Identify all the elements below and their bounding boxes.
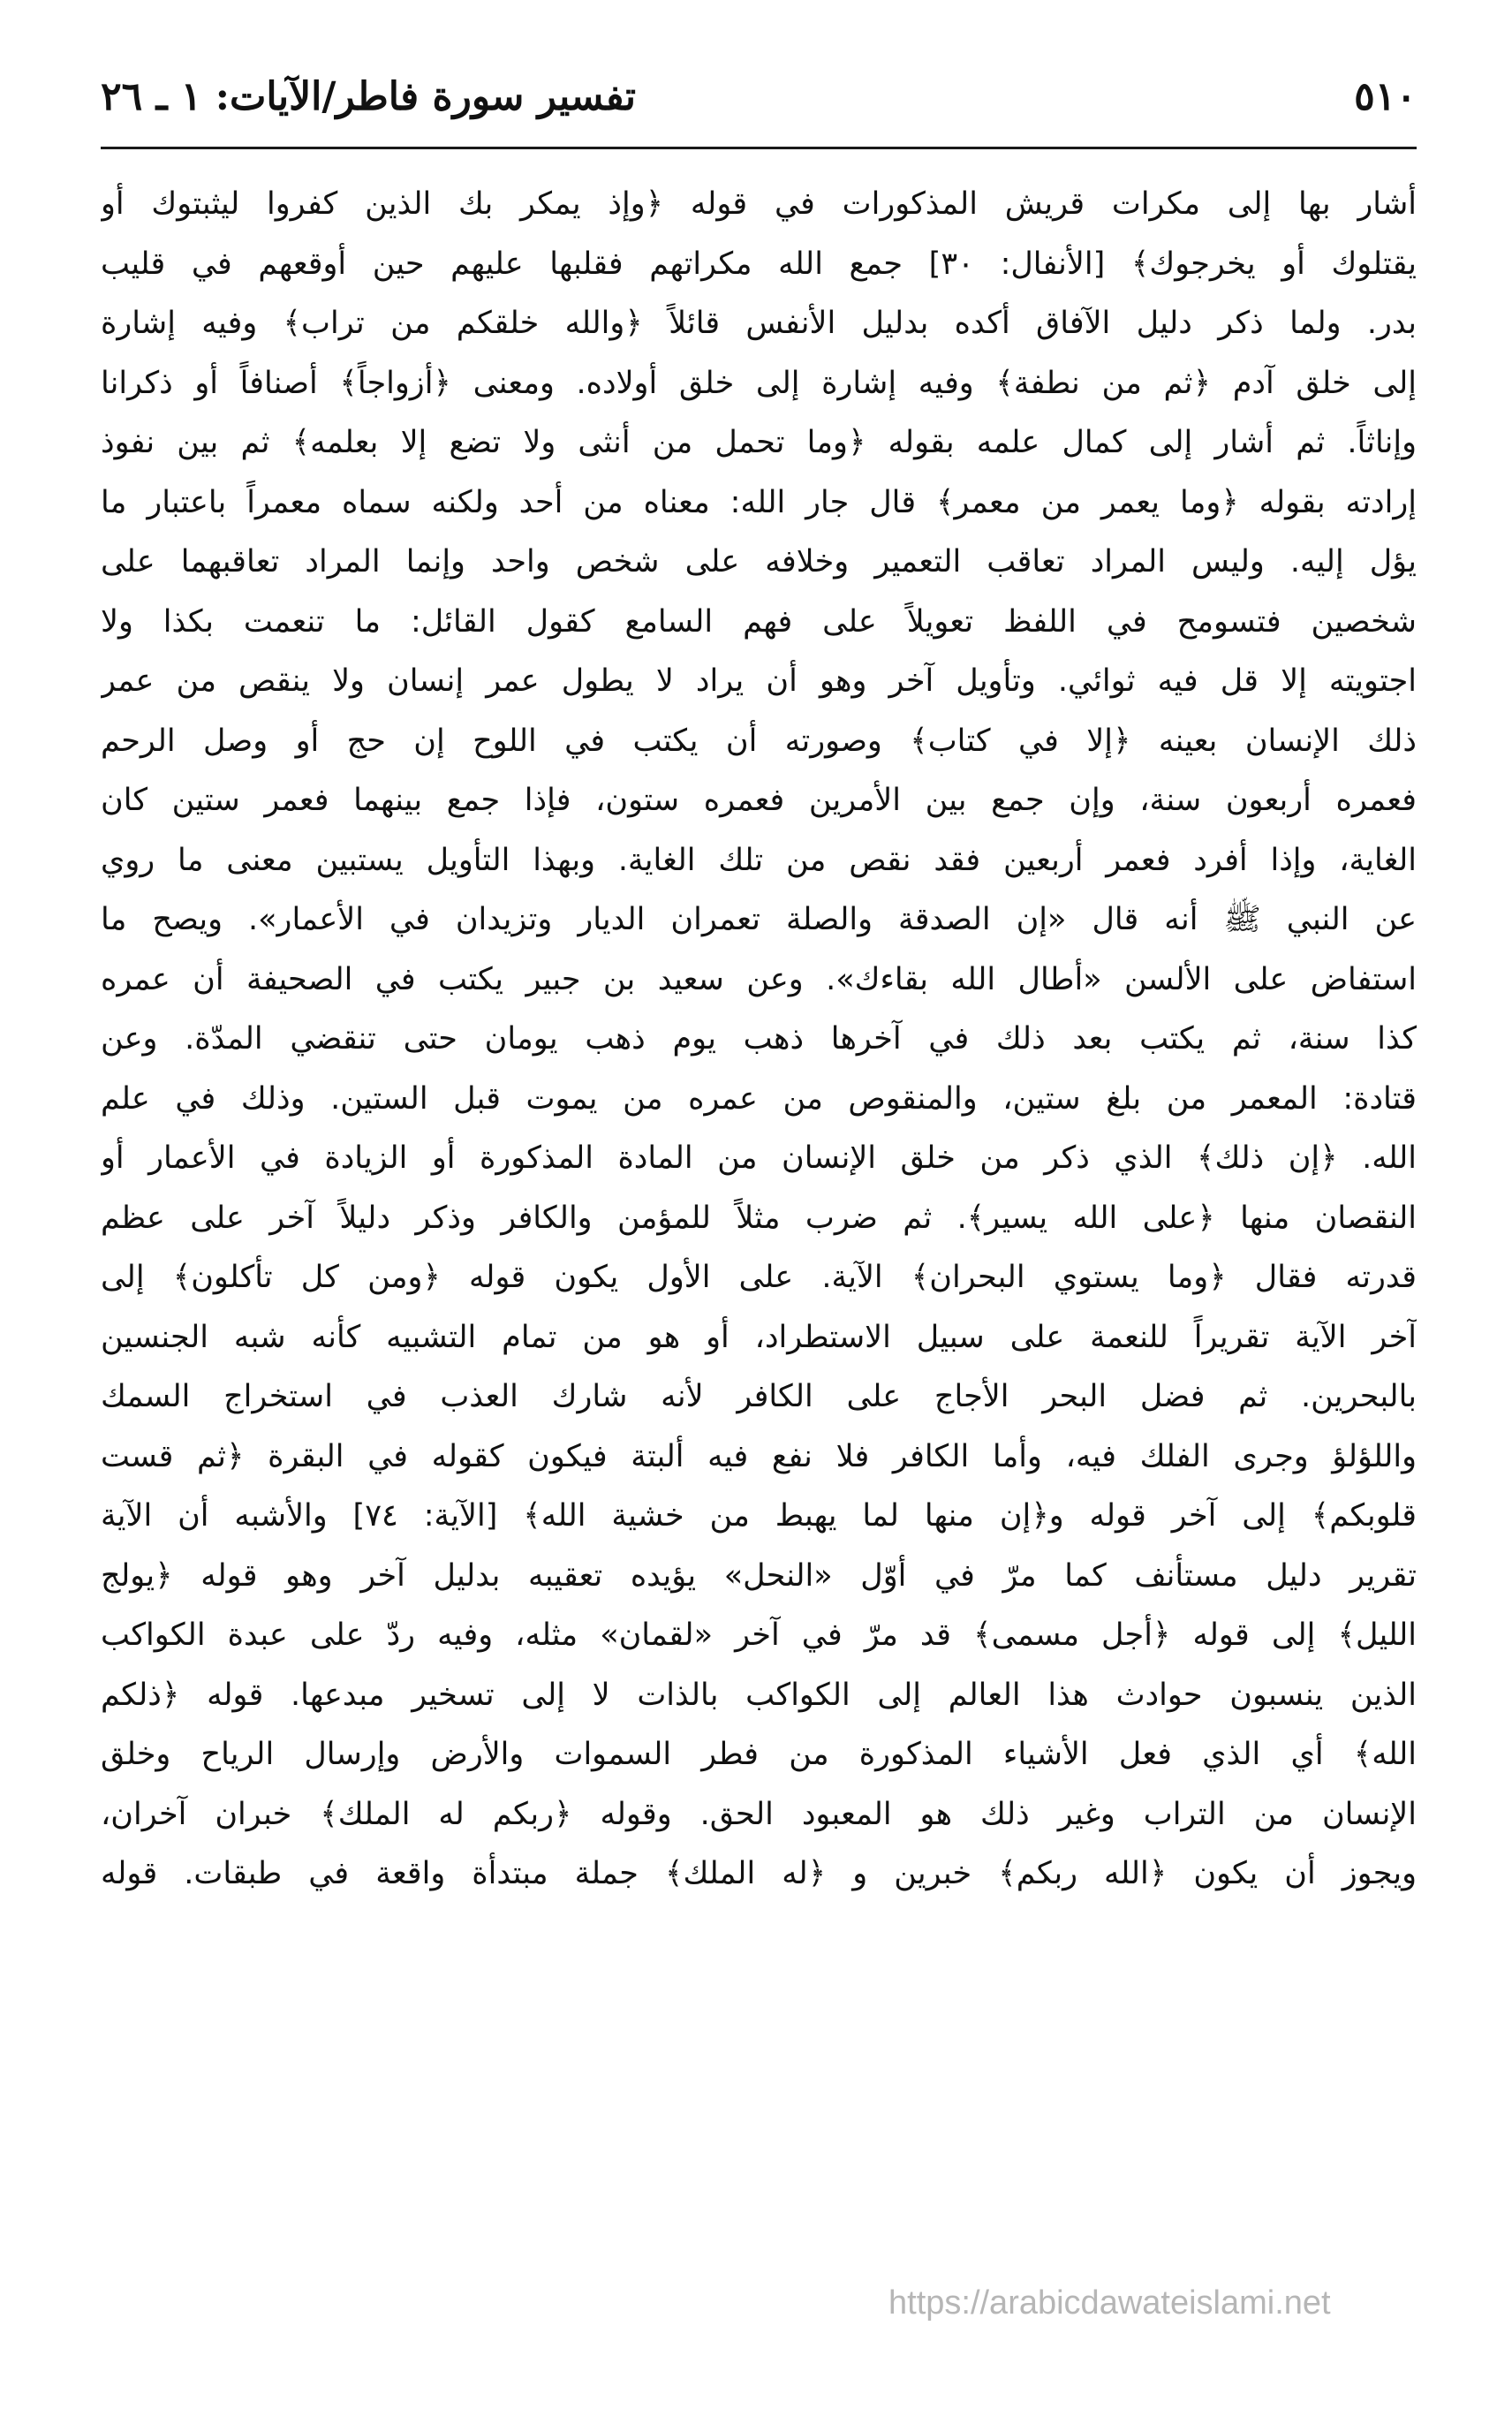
text-line: الليل﴾ إلى قوله ﴿أجل مسمى﴾ قد مرّ في آخر «لقمان» مثله، وفيه ردّ على عبدة الكواكب [101, 1617, 1417, 1653]
page-number: ٥١٠ [1354, 74, 1417, 119]
text-line: فعمره أربعون سنة، وإن جمع بين الأمرين فعمره ستون، فإذا جمع بينهما فعمر ستين كان [101, 783, 1417, 818]
text-line: ذلك الإنسان بعينه ﴿إلا في كتاب﴾ وصورته أن يكتب في اللوح إن حج أو وصل الرحم [101, 723, 1417, 759]
text-line: تقرير دليل مستأنف كما مرّ في أوّل «النحل» يؤيده تعقيبه بدليل آخر وهو قوله ﴿يولج [101, 1557, 1417, 1594]
text-line: كذا سنة، ثم يكتب بعد ذلك في آخرها ذهب يوم ذهب يومان حتى تنقضي المدّة. وعن [101, 1021, 1417, 1057]
text-line: الغاية، وإذا أفرد فعمر أربعين فقد نقص من تلك الغاية. وبهذا التأويل يستبين معنى ما روي [101, 842, 1417, 878]
text-line: النقصان منها ﴿على الله يسير﴾. ثم ضرب مثلاً للمؤمن والكافر وذكر دليلاً آخر على عظم [101, 1200, 1417, 1236]
text-line: إلى خلق آدم ﴿ثم من نطفة﴾ وفيه إشارة إلى خلق أولاده. ومعنى ﴿أزواجاً﴾ أصنافاً أو ذكرانا [101, 365, 1417, 401]
text-line: وإناثاً. ثم أشار إلى كمال علمه بقوله ﴿وما تحمل من أنثى ولا تضع إلا بعلمه﴾ ثم بين نفوذ [101, 425, 1417, 460]
running-title: تفسير سورة فاطر/الآيات: ١ ـ ٢٦ [101, 74, 637, 119]
text-line: الله﴾ أي الذي فعل الأشياء المذكورة من فطر السموات والأرض وإرسال الرياح وخلق [101, 1737, 1417, 1772]
text-line: أشار بها إلى مكرات قريش المذكورات في قوله ﴿وإذ يمكر بك الذين كفروا ليثبتوك أو [101, 186, 1417, 222]
text-line: يؤل إليه. وليس المراد تعاقب التعمير وخلافه على شخص واحد وإنما المراد تعاقبهما على [101, 544, 1417, 579]
text-line: الله. ﴿إن ذلك﴾ الذي ذكر من خلق الإنسان من المادة المذكورة أو الزيادة في الأعمار أو [101, 1140, 1417, 1176]
watermark-url: https://arabicdawateislami.net [888, 2284, 1331, 2322]
text-line: يقتلوك أو يخرجوك﴾ [الأنفال: ٣٠] جمع الله مكراتهم فقلبها عليهم حين أوقعهم في قليب [101, 246, 1417, 282]
text-line: عن النبي ﷺ أنه قال «إن الصدقة والصلة تعمران الديار وتزيدان في الأعمار». ويصح ما [101, 902, 1417, 937]
text-line [101, 1905, 1417, 1965]
text-line: ويجوز أن يكون ﴿الله ربكم﴾ خبرين و ﴿له الملك﴾ جملة مبتدأة واقعة في طبقات. قوله [101, 1856, 1417, 1891]
text-line: قدرته فقال ﴿وما يستوي البحران﴾ الآية. على الأول يكون قوله ﴿ومن كل تأكلون﴾ إلى [101, 1260, 1417, 1295]
text-line: شخصين فتسومح في اللفظ تعويلاً على فهم السامع كقول القائل: ما تنعمت بكذا ولا [101, 603, 1417, 640]
text-line: اجتويته إلا قل فيه ثوائي. وتأويل آخر وهو أن يراد لا يطول عمر إنسان ولا ينقص من عمر [101, 663, 1417, 699]
text-line: واللؤلؤ وجرى الفلك فيه، وأما الكافر فلا نفع فيه ألبتة فيكون كقوله في البقرة ﴿ثم قست [101, 1438, 1417, 1474]
text-line: الذين ينسبون حوادث هذا العالم إلى الكواكب بالذات لا إلى تسخير مبدعها. قوله ﴿ذلكم [101, 1677, 1417, 1713]
text-line: آخر الآية تقريراً للنعمة على سبيل الاستطراد، أو هو من تمام التشبيه كأنه شبه الجنسين [101, 1319, 1417, 1355]
body-text [101, 175, 1417, 1964]
text-line: استفاض على الألسن «أطال الله بقاءك». وعن سعيد بن جبير يكتب في الصحيفة أن عمره [101, 961, 1417, 997]
text-line: قلوبكم﴾ إلى آخر قوله و﴿إن منها لما يهبط من خشية الله﴾ [الآية: ٧٤] والأشبه أن الآية [101, 1498, 1417, 1534]
text-line: بالبحرين. ثم فضل البحر الأجاج على الكافر لأنه شارك العذب في استخراج السمك [101, 1379, 1417, 1414]
text-line: الإنسان من التراب وغير ذلك هو المعبود الحق. وقوله ﴿ربكم له الملك﴾ خبران آخران، [101, 1796, 1417, 1832]
text-line: إرادته بقوله ﴿وما يعمر من معمر﴾ قال جار الله: معناه من أحد ولكنه سماه معمراً باعتبار ما [101, 484, 1417, 520]
page-header [101, 62, 1417, 149]
text-line: قتادة: المعمر من بلغ ستين، والمنقوص من عمره من يموت قبل الستين. وذلك في علم [101, 1080, 1417, 1117]
text-line: بدر. ولما ذكر دليل الآفاق أكده بدليل الأنفس قائلاً ﴿والله خلقكم من تراب﴾ وفيه إشارة [101, 306, 1417, 341]
